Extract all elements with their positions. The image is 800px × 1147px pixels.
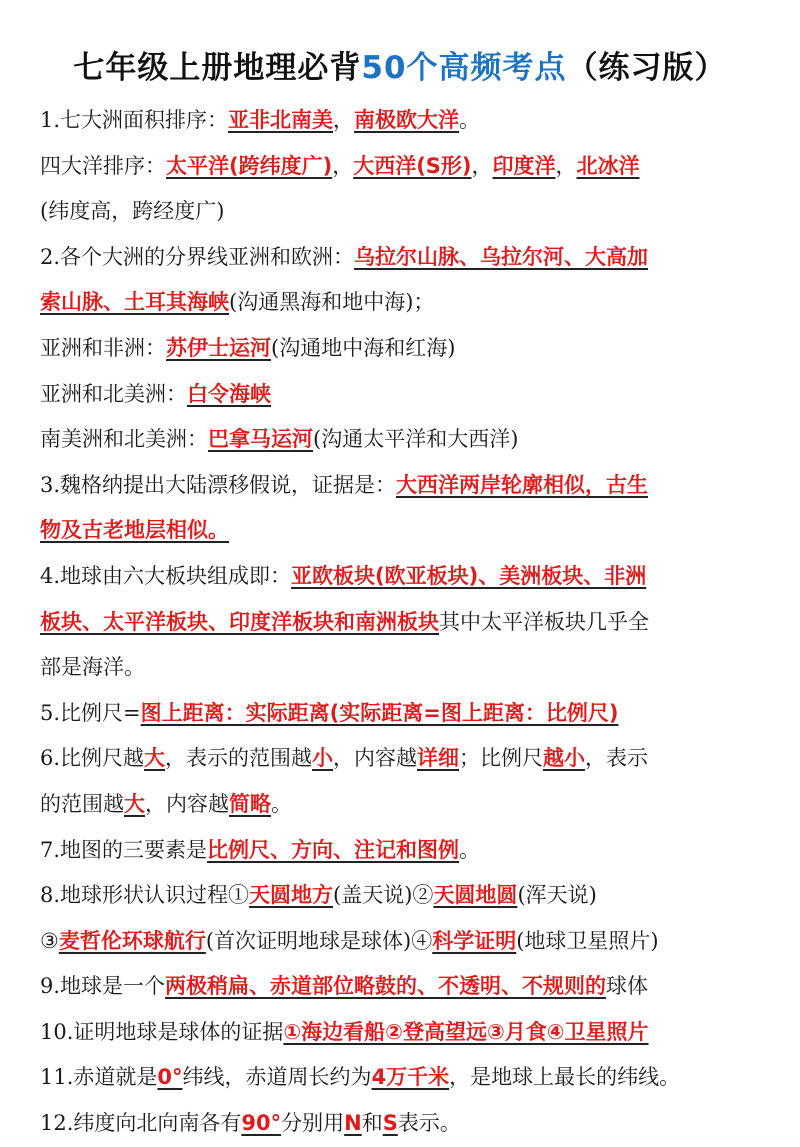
note-line: [40, 736, 770, 782]
answer-text: 印度洋: [492, 153, 556, 178]
answer-text: 索山脉、土耳其海峡: [40, 290, 229, 315]
prompt-text: ，是地球上最长的纬线。: [449, 1065, 681, 1090]
prompt-text: 3.魏格纳提出大陆漂移假说，证据是：: [40, 472, 397, 497]
prompt-text: 和: [361, 1111, 383, 1136]
note-line: [40, 691, 770, 737]
prompt-text: 4.地球由六大板块组成即：: [40, 563, 292, 588]
note-line: [40, 326, 770, 372]
note-line: [40, 828, 770, 874]
answer-text: 大: [144, 746, 166, 771]
study-notes-body: [40, 98, 770, 1147]
answer-text: 苏伊士运河: [166, 335, 271, 360]
prompt-text: 11.赤道就是: [40, 1065, 158, 1090]
prompt-text: (首次证明地球是球体)④: [205, 928, 433, 953]
answer-text: 图上距离：实际距离(实际距离=图上距离：比例尺): [140, 700, 619, 725]
prompt-text: ，内容越: [333, 746, 418, 771]
prompt-text: 球体: [606, 974, 649, 999]
answer-text: S: [382, 1111, 398, 1136]
answer-text: 90°: [241, 1111, 282, 1136]
prompt-text: 的范围越: [40, 791, 124, 816]
page-title: [0, 42, 800, 87]
title-highlight: 50个高频考点: [361, 50, 567, 86]
answer-text: 科学证明: [432, 928, 517, 953]
note-line: [40, 1101, 770, 1147]
prompt-text: 部是海洋。: [40, 655, 145, 680]
prompt-text: 2.各个大洲的分界线亚洲和欧洲：: [40, 244, 355, 269]
prompt-text: (沟通地中海和红海): [271, 335, 456, 360]
note-line: [40, 508, 770, 554]
note-line: [40, 919, 770, 965]
prompt-text: 8.地球形状认识过程①: [40, 883, 250, 908]
answer-text: 小: [312, 746, 334, 771]
note-line: [40, 189, 770, 235]
note-line: [40, 964, 770, 1010]
answer-text: 北冰洋: [576, 153, 640, 178]
prompt-text: ，表示的范围越: [165, 746, 313, 771]
answer-text: 大西洋两岸轮廓相似，古生: [396, 472, 649, 497]
prompt-text: (沟通太平洋和大西洋): [313, 427, 519, 452]
answer-text: 简略: [229, 791, 271, 816]
answer-text: 详细: [417, 746, 460, 771]
prompt-text: (盖天说)②: [333, 883, 434, 908]
answer-text: 物及古老地层相似。: [40, 518, 229, 543]
answer-text: 大西洋(S形): [353, 153, 472, 178]
answer-text: 乌拉尔山脉、乌拉尔河、大高加: [354, 244, 649, 269]
prompt-text: ，表示: [585, 746, 649, 771]
prompt-text: ，: [333, 108, 355, 132]
prompt-text: 表示。: [397, 1111, 461, 1136]
prompt-text: (浑天说): [517, 883, 597, 908]
prompt-text: ③: [40, 928, 59, 953]
prompt-text: 9.地球是一个: [40, 974, 166, 999]
answer-text: 板块、太平洋板块、印度洋板块和南洲板块: [40, 609, 439, 634]
prompt-text: (地球卫星照片): [516, 928, 659, 953]
prompt-text: 分别用: [281, 1111, 345, 1136]
note-line: [40, 1055, 770, 1101]
note-line: [40, 98, 770, 144]
prompt-text: 。: [271, 791, 292, 816]
answer-text: 麦哲伦环球航行: [58, 928, 206, 953]
note-line: [40, 782, 770, 828]
answer-text: 亚非北南美: [228, 108, 334, 132]
prompt-text: 7.地图的三要素是: [40, 837, 208, 862]
prompt-text: 南美洲和北美洲：: [40, 427, 208, 452]
prompt-text: ，: [332, 153, 354, 178]
prompt-text: 四大洋排序：: [40, 153, 166, 178]
note-line: [40, 144, 770, 190]
prompt-text: 5.比例尺=: [40, 700, 141, 725]
answer-text: 太平洋(跨纬度广): [166, 153, 333, 178]
prompt-text: ，: [471, 153, 493, 178]
prompt-text: 纬线，赤道周长约为: [182, 1065, 372, 1090]
answer-text: 越小: [543, 746, 586, 771]
answer-text: 南极欧大洋: [354, 108, 460, 132]
prompt-text: (纬度高，跨经度广): [40, 199, 225, 224]
title-main: 七年级上册地理必背: [73, 50, 362, 86]
prompt-text: 亚洲和非洲：: [40, 335, 166, 360]
answer-text: 4万千米: [371, 1065, 450, 1090]
prompt-text: 。: [459, 837, 481, 862]
answer-text: 天圆地方: [249, 883, 334, 908]
prompt-text: ；比例尺: [459, 746, 544, 771]
prompt-text: ，: [555, 153, 577, 178]
answer-text: 亚欧板块(欧亚板块)、美洲板块、非洲: [291, 563, 647, 588]
title-suffix: （练习版）: [566, 50, 727, 86]
note-line: [40, 235, 770, 281]
note-line: [40, 554, 770, 600]
note-line: [40, 873, 770, 919]
answer-text: 天圆地圆: [433, 883, 518, 908]
prompt-text: 12.纬度向北向南各有: [40, 1111, 242, 1136]
prompt-text: 10.证明地球是球体的证据: [40, 1019, 284, 1044]
answer-text: N: [344, 1111, 362, 1136]
prompt-text: (沟通黑海和地中海)；: [229, 290, 435, 315]
prompt-text: 6.比例尺越: [40, 746, 145, 771]
answer-text: 大: [124, 791, 145, 816]
note-line: [40, 417, 770, 463]
note-line: [40, 372, 770, 418]
answer-text: ①海边看船②登高望远③月食④卫星照片: [283, 1019, 649, 1044]
answer-text: 白令海峡: [187, 381, 271, 406]
note-line: [40, 280, 770, 326]
prompt-text: ，内容越: [145, 791, 229, 816]
answer-text: 比例尺、方向、注记和图例: [207, 837, 460, 862]
prompt-text: 其中太平洋板块几乎全: [439, 609, 649, 634]
note-line: [40, 645, 770, 691]
answer-text: 0°: [157, 1065, 183, 1090]
answer-text: 巴拿马运河: [208, 427, 313, 452]
prompt-text: 。: [459, 108, 481, 132]
note-line: [40, 600, 770, 646]
answer-text: 两极稍扁、赤道部位略鼓的、不透明、不规则的: [165, 974, 607, 999]
prompt-text: 1.七大洲面积排序：: [40, 108, 229, 132]
prompt-text: 亚洲和北美洲：: [40, 381, 187, 406]
note-line: [40, 463, 770, 509]
note-line: [40, 1010, 770, 1056]
